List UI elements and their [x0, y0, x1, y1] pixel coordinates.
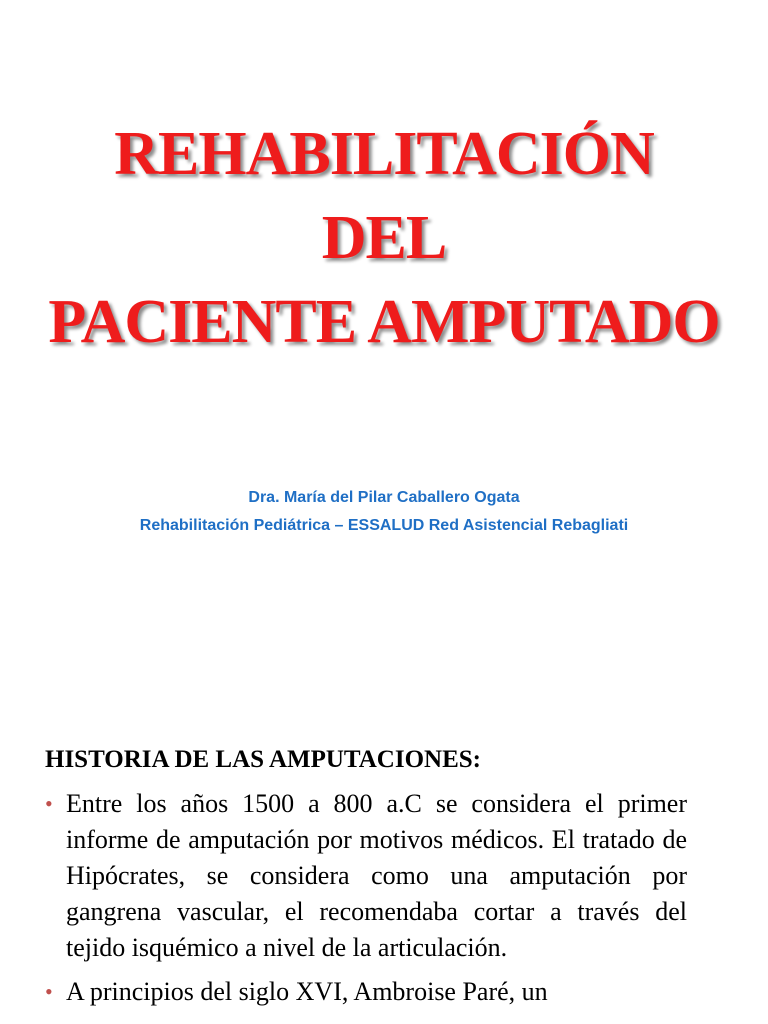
presentation-title [0, 112, 768, 364]
bullet-marker-icon: • [45, 979, 53, 1004]
title-line-3: PACIENTE AMPUTADO [48, 288, 720, 356]
bullet-text: Entre los años 1500 a 800 a.C se considera el primer informe de amputación por motivos médicos. El tratado de Hipócrates, se considera como una amputación por gangrena vascular, el recomendaba cortar a través del tejido isquémico a nivel de la articulación. [66, 789, 687, 962]
title-line-2: DEL [321, 204, 447, 272]
bullet-text: A principios del siglo XVI, Ambroise Paré, un [66, 977, 548, 1006]
section-heading: HISTORIA DE LAS AMPUTACIONES: [45, 746, 481, 773]
bullet-list [45, 786, 687, 1018]
bullet-marker-icon: • [45, 791, 53, 816]
title-line-1: REHABILITACIÓN [114, 120, 654, 188]
bullet-item [45, 786, 687, 966]
bullet-item [45, 974, 687, 1010]
author-block [0, 484, 768, 540]
history-slide [0, 738, 768, 1024]
author-name: Dra. María del Pilar Caballero Ogata [248, 489, 520, 506]
author-affiliation: Rehabilitación Pediátrica – ESSALUD Red Asistencial Rebagliati [139, 517, 629, 534]
